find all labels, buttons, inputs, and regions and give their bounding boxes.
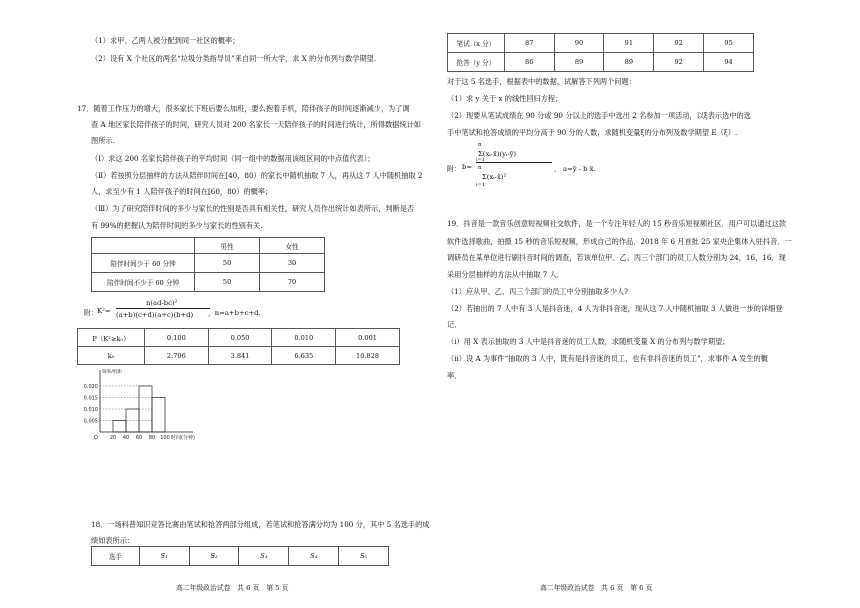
- q19-line: 19．抖音是一款音乐创意短视频社交软件，是一个专注年轻人的 15 秒音乐短视频社区．用户可以通过这款: [447, 219, 787, 228]
- q16-part2: （2）设有 X 个社区的两名“垃圾分类指导员”来自同一所大学，求 X 的分布列与数学期望.: [91, 54, 377, 63]
- q19-line: （ⅰ）用 X 表示抽取的 3 人中是抖音迷的员工人数，求随机变量 X 的分布列与数学期望；: [447, 337, 730, 346]
- table-cell: 30: [260, 254, 325, 273]
- table-cell: 0.001: [336, 329, 400, 347]
- fraction-bar: [116, 308, 210, 309]
- table-cell: 2.706: [145, 347, 209, 365]
- contestants-table: [91, 546, 389, 566]
- sum-upper: n: [478, 165, 482, 171]
- q19-line: （ⅱ）设 A 为事件“抽取的 3 人中，既有是抖音迷的员工，也有非抖音迷的员工”，求事件 A 发生的概: [447, 354, 768, 363]
- table-cell: 0.100: [145, 329, 209, 347]
- table-cell: 选手: [92, 547, 140, 566]
- formula-numerator: n(ad-bc)²: [146, 299, 178, 307]
- table-cell: 笔试（x 分）: [448, 34, 505, 53]
- table-cell: 10.828: [336, 347, 400, 365]
- q18-line: （2）现要从笔试成绩在 90 分或 90 分以上的选手中选出 2 名参加一项活动，以ξ表示选中的选: [447, 111, 751, 120]
- q16-part1: （1）求甲、乙两人被分配到同一社区的概率；: [91, 36, 240, 45]
- formula-numerator: Σ(xᵢ-x̄)(yᵢ-ȳ): [478, 150, 517, 158]
- table-cell: 92: [654, 34, 704, 53]
- x-tick-label: 100: [160, 435, 170, 441]
- table-cell: 6.635: [272, 347, 336, 365]
- table-cell: 86: [504, 53, 554, 72]
- right-page: [430, 0, 860, 608]
- table-cell: [92, 238, 195, 254]
- table-row: [448, 34, 754, 53]
- formula-a: ， a=ȳ - b x̄.: [554, 165, 596, 173]
- table-cell: S₅: [339, 547, 389, 566]
- q17-line: （Ⅱ）若按照分层抽样的方法从陪伴时间在[40，80）的家长中随机抽取 7 人，再从这 7 人中随机抽取 2: [91, 171, 423, 180]
- q17-line: 查 A 地区家长陪伴孩子的时间，研究人员对 200 名家长一天陪伴孩子的时间进行统计，所得数据统计如: [91, 120, 421, 129]
- table-cell: S₁: [139, 547, 189, 566]
- y-tick-label: 0.015: [83, 395, 98, 402]
- sum-upper: n: [478, 142, 482, 148]
- table-cell: 陪伴时间少于 60 分钟: [92, 254, 195, 273]
- q18-line: 对于这 5 名选手，根据表中的数据，试解答下列两个问题：: [447, 77, 636, 86]
- x-tick-label: 80: [148, 435, 156, 441]
- q18-line: 手中笔试和抢答成绩的平均分高于 90 分的人数，求随机变量ξ的分布列及数学期望 E（ξ）.: [447, 128, 738, 137]
- table-cell: 50: [195, 273, 260, 292]
- table-cell: k₀: [78, 347, 145, 365]
- formula-suffix: ，n=a+b+c+d.: [208, 309, 261, 317]
- table-cell: 3.841: [208, 347, 272, 365]
- q18-line: （1）求 y 关于 x 的线性回归方程；: [447, 94, 563, 103]
- table-cell: P（K²≥k₀）: [78, 329, 145, 347]
- q19-line: 率．: [447, 371, 462, 380]
- table-cell: 女性: [260, 238, 325, 254]
- formula-k: K²=: [97, 307, 111, 315]
- sum-lower: i=1: [476, 182, 485, 188]
- histogram-bar: [113, 421, 126, 433]
- table-cell: 0.010: [272, 329, 336, 347]
- q17-line: （Ⅲ）为了研究陪伴时间的多少与家长的性别是否具有相关性，研究人员作出统计如表所示，判断是否: [91, 204, 415, 213]
- frequency-histogram: [80, 366, 250, 442]
- q17-line: 图所示.: [91, 136, 115, 145]
- table-cell: 95: [704, 34, 754, 53]
- table-cell: 91: [604, 34, 654, 53]
- q18-line: 绩如表所示：: [91, 536, 135, 545]
- table-cell: 90: [554, 34, 604, 53]
- scores-table: [447, 33, 754, 72]
- q19-line: 采用分层抽样的方法从中抽取 7 人．: [447, 270, 564, 279]
- table-cell: S₂: [189, 547, 239, 566]
- q17-line: （Ⅰ）求这 200 名家长陪伴孩子的平均时间（同一组中的数据用该组区间的中点值代表）；: [91, 154, 375, 163]
- table-row: [92, 547, 389, 566]
- q17-line: 有 99%的把握认为陪伴时间的多少与家长的性别有关.: [91, 221, 263, 230]
- page-footer: 高二年级政治试卷 共 6 页 第 5 页: [176, 584, 289, 592]
- fraction-bar: [476, 162, 552, 163]
- q19-line: 记．: [447, 320, 462, 329]
- x-tick-label: 20: [109, 435, 117, 441]
- x-tick-label: O: [94, 435, 98, 441]
- x-tick-label: 60: [135, 435, 143, 441]
- critical-value-table: [77, 328, 400, 365]
- page-footer: 高二年级政治试卷 共 6 页 第 6 页: [540, 584, 653, 592]
- table-row: [92, 273, 325, 292]
- table-cell: 抢答（y 分）: [448, 53, 505, 72]
- sum-lower: i=1: [476, 157, 485, 163]
- formula-prefix: 附：: [447, 165, 461, 173]
- table-row: [448, 53, 754, 72]
- table-cell: 50: [195, 254, 260, 273]
- formula-denominator: (a+b)(c+d)(a+c)(b+d): [116, 311, 194, 319]
- y-tick-label: 0.010: [83, 407, 98, 413]
- table-cell: 陪伴时间不少于 60 分钟: [92, 273, 195, 292]
- table-cell: 89: [554, 53, 604, 72]
- x-tick-label: 40: [122, 435, 130, 441]
- table-cell: 94: [704, 53, 754, 72]
- formula-prefix: 附：: [84, 309, 98, 317]
- table-cell: 男性: [195, 238, 260, 254]
- table-cell: 89: [604, 53, 654, 72]
- table-cell: 92: [654, 53, 704, 72]
- q19-line: （1）应从甲、乙、丙三个部门的员工中分别抽取多少人?: [447, 287, 628, 296]
- histogram-bar: [152, 398, 165, 433]
- formula-b: b=: [462, 163, 473, 171]
- table-row: [78, 347, 400, 365]
- table-cell: 0.050: [208, 329, 272, 347]
- contingency-table: [91, 237, 325, 292]
- q19-line: 调研员在某单位进行刷抖音时间的调查，若该单位甲、乙、丙三个部门的员工人数分别为 24，16，16．现: [447, 253, 786, 262]
- table-cell: 70: [260, 273, 325, 292]
- table-cell: S₃: [239, 547, 289, 566]
- y-axis-label: 频率/组距: [102, 370, 122, 375]
- x-axis-label: 时间(分钟): [171, 435, 195, 441]
- y-tick-label: 0.020: [83, 384, 98, 390]
- table-row: [78, 329, 400, 347]
- table-row: [92, 254, 325, 273]
- table-cell: 87: [504, 34, 554, 53]
- q17-line: 17．随着工作压力的增大，很多家长下班后要么加班，要么抱着手机，陪伴孩子的时间逐渐减少，为了调: [77, 104, 410, 113]
- table-cell: S₄: [289, 547, 339, 566]
- q19-line: （2）若抽出的 7 人中有 3 人是抖音迷，4 人为非抖音迷，现从这 7 人中随机抽取 3 人做进一步的详细登: [447, 304, 783, 313]
- formula-denominator: Σ(xᵢ-x̄)²: [482, 173, 507, 181]
- q17-line: 人，求至少有 1 人陪伴孩子的时间在[60，80）的概率；: [91, 187, 273, 196]
- q19-line: 软件选择歌曲，拍摄 15 秒的音乐短视频，形成自己的作品．2018 年 6 月首批 25 家央企集体入驻抖音．一: [447, 237, 792, 246]
- q18-line: 18．一场科普知识竞答比赛由笔试和抢答两部分组成，若笔试和抢答满分均为 100 分，其中 5 名选手的成: [91, 520, 430, 529]
- y-tick-label: 0.005: [83, 418, 98, 425]
- table-row: [92, 238, 325, 254]
